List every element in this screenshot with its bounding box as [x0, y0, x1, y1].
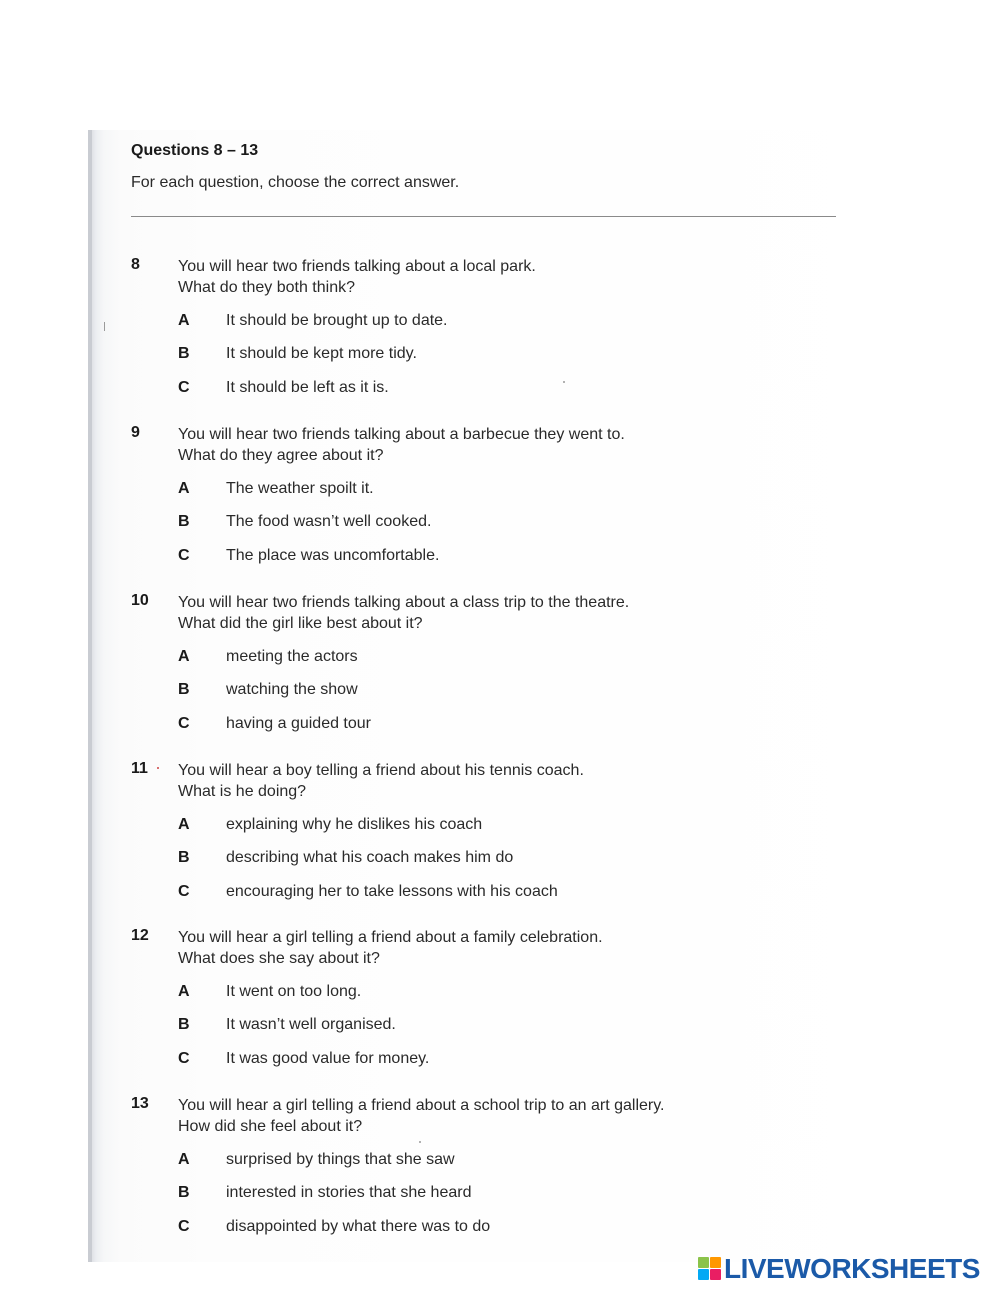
scan-speck — [419, 1141, 421, 1143]
option-c[interactable] — [178, 883, 818, 903]
option-b[interactable] — [178, 1184, 818, 1204]
option-text: describing what his coach makes him do — [226, 849, 514, 866]
option-text: It went on too long. — [226, 983, 362, 1000]
option-letter: A — [178, 983, 190, 1000]
option-b[interactable] — [178, 1016, 818, 1036]
brand-name: LIVEWORKSHEETS — [724, 1253, 980, 1284]
option-text: disappointed by what there was to do — [226, 1218, 491, 1235]
option-text: The food wasn’t well cooked. — [226, 513, 432, 530]
option-a[interactable] — [178, 983, 818, 1003]
option-text: It should be left as it is. — [226, 379, 389, 396]
scan-edge-shadow — [88, 130, 92, 1262]
option-text: It was good value for money. — [226, 1050, 430, 1067]
option-text: It should be brought up to date. — [226, 312, 448, 329]
option-letter: A — [178, 648, 190, 665]
option-text: having a guided tour — [226, 715, 371, 732]
option-b[interactable] — [178, 345, 818, 365]
question-line-2: What did the girl like best about it? — [178, 615, 423, 632]
option-text: The weather spoilt it. — [226, 480, 374, 497]
option-letter: B — [178, 681, 190, 698]
option-letter: B — [178, 1016, 190, 1033]
option-a[interactable] — [178, 480, 818, 500]
option-letter: B — [178, 849, 190, 866]
option-letter: C — [178, 1218, 190, 1235]
option-text: It wasn’t well organised. — [226, 1016, 396, 1033]
option-letter: A — [178, 480, 190, 497]
scan-speck — [157, 767, 159, 769]
option-letter: A — [178, 816, 190, 833]
option-b[interactable] — [178, 849, 818, 869]
section-heading: Questions 8 – 13 — [131, 142, 259, 159]
question-number: 9 — [131, 424, 140, 441]
option-letter: B — [178, 345, 190, 362]
question-prompt — [178, 424, 818, 466]
option-letter: B — [178, 513, 190, 530]
option-letter: C — [178, 379, 190, 396]
option-text: encouraging her to take lessons with his coach — [226, 883, 558, 900]
question-line-2: What do they both think? — [178, 279, 355, 296]
question-line-1: You will hear two friends talking about a barbecue they went to. — [178, 426, 625, 443]
scan-speck — [104, 322, 105, 331]
option-text: explaining why he dislikes his coach — [226, 816, 483, 833]
option-a[interactable] — [178, 816, 818, 836]
scan-speck — [563, 381, 565, 383]
option-letter: C — [178, 715, 190, 732]
question-number: 12 — [131, 927, 149, 944]
question-number: 8 — [131, 256, 140, 273]
question-prompt — [178, 1095, 818, 1137]
section-instruction: For each question, choose the correct answer. — [131, 174, 460, 191]
option-a[interactable] — [178, 312, 818, 332]
question-prompt — [178, 592, 818, 634]
question-line-2: How did she feel about it? — [178, 1118, 363, 1135]
option-a[interactable] — [178, 648, 818, 668]
option-text: surprised by things that she saw — [226, 1151, 455, 1168]
liveworksheets-logo-icon — [698, 1257, 724, 1281]
option-letter: B — [178, 1184, 190, 1201]
option-text: The place was uncomfortable. — [226, 547, 440, 564]
option-text: watching the show — [226, 681, 358, 698]
option-c[interactable] — [178, 715, 818, 735]
option-b[interactable] — [178, 681, 818, 701]
question-line-1: You will hear a girl telling a friend about a school trip to an art gallery. — [178, 1097, 665, 1114]
option-a[interactable] — [178, 1151, 818, 1171]
question-number: 10 — [131, 592, 149, 609]
question-number: 13 — [131, 1095, 149, 1112]
option-c[interactable] — [178, 379, 818, 399]
question-line-2: What does she say about it? — [178, 950, 380, 967]
question-prompt — [178, 927, 818, 969]
heading-divider — [131, 216, 836, 217]
option-letter: C — [178, 883, 190, 900]
option-b[interactable] — [178, 513, 818, 533]
question-line-1: You will hear two friends talking about a class trip to the theatre. — [178, 594, 630, 611]
option-letter: C — [178, 1050, 190, 1067]
option-letter: C — [178, 547, 190, 564]
question-line-2: What is he doing? — [178, 783, 307, 800]
option-text: It should be kept more tidy. — [226, 345, 417, 362]
question-line-1: You will hear a girl telling a friend about a family celebration. — [178, 929, 603, 946]
option-c[interactable] — [178, 1218, 818, 1238]
question-number: 11 — [131, 760, 148, 777]
option-text: interested in stories that she heard — [226, 1184, 472, 1201]
question-line-2: What do they agree about it? — [178, 447, 384, 464]
option-text: meeting the actors — [226, 648, 358, 665]
option-c[interactable] — [178, 1050, 818, 1070]
question-prompt — [178, 256, 818, 298]
option-letter: A — [178, 312, 190, 329]
question-prompt — [178, 760, 818, 802]
option-letter: A — [178, 1151, 190, 1168]
option-c[interactable] — [178, 547, 818, 567]
question-line-1: You will hear a boy telling a friend about his tennis coach. — [178, 762, 584, 779]
question-line-1: You will hear two friends talking about a local park. — [178, 258, 536, 275]
